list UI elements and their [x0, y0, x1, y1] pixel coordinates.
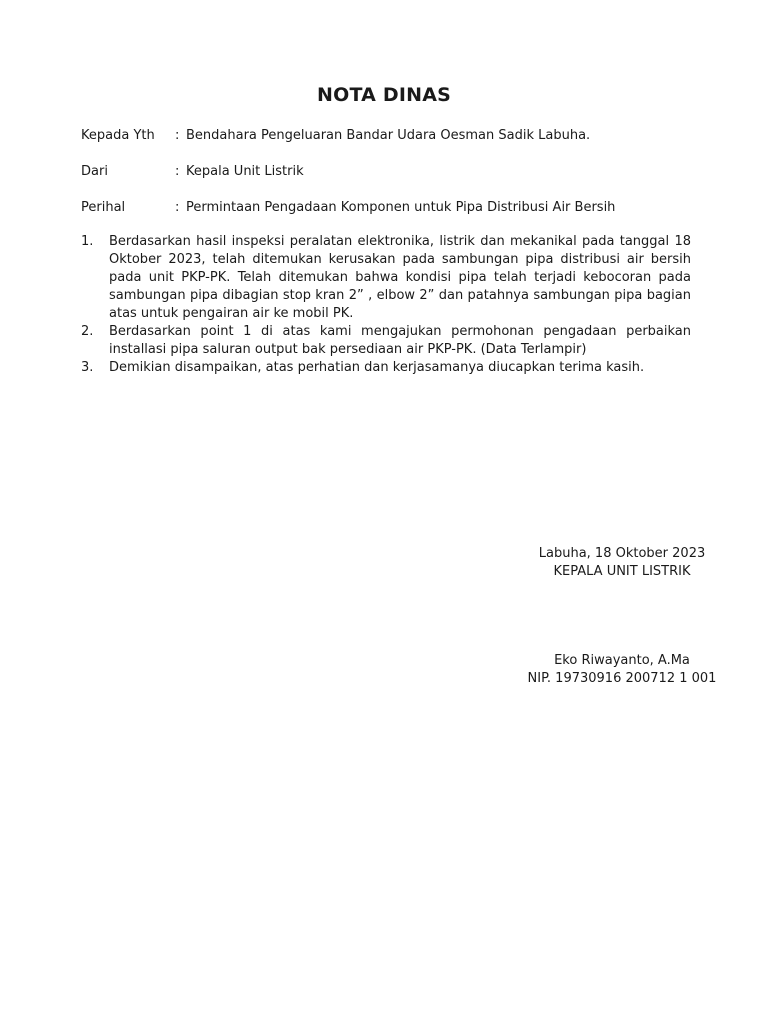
- list-item-number: 2.: [81, 324, 94, 339]
- list-item: [81, 359, 691, 377]
- list-item: [81, 233, 691, 323]
- signature-name: Eko Riwayanto, A.Ma: [554, 653, 690, 668]
- list-item-text: Berdasarkan hasil inspeksi peralatan elektronika, listrik dan mekanikal pada tanggal 18 Oktober 2023, telah ditemukan kerusakan pada sambungan pipa distribusi air bersih pada unit PKP-PK. Telah ditemukan bahwa kondisi pipa telah terjadi kebocoran pada sambungan pipa dibagian stop kran 2” , elbow 2” dan patahnya sambungan pipa bagian atas untuk pengairan air ke mobil PK.: [109, 234, 691, 321]
- list-item-text: Berdasarkan point 1 di atas kami mengajukan permohonan pengadaan perbaikan installasi pipa saluran output bak persediaan air PKP-PK. (Data Terlampir): [109, 324, 691, 357]
- field-value: Kepala Unit Listrik: [186, 164, 304, 179]
- list-item: [81, 323, 691, 359]
- signature-place-date: Labuha, 18 Oktober 2023: [538, 546, 706, 561]
- field-label: Kepada Yth: [81, 128, 155, 143]
- field-colon: :: [175, 200, 180, 215]
- field-subject: [81, 199, 701, 217]
- field-recipient: [81, 127, 701, 145]
- field-colon: :: [175, 164, 180, 179]
- points-list: [81, 233, 691, 377]
- field-colon: :: [175, 128, 180, 143]
- document-title: NOTA DINAS: [317, 84, 451, 106]
- field-value: Permintaan Pengadaan Komponen untuk Pipa Distribusi Air Bersih: [186, 200, 616, 215]
- signature-nip: NIP. 19730916 200712 1 001: [527, 671, 717, 686]
- signature-position: KEPALA UNIT LISTRIK: [553, 564, 691, 579]
- field-value: Bendahara Pengeluaran Bandar Udara Oesman Sadik Labuha.: [186, 128, 591, 143]
- list-item-number: 3.: [81, 360, 94, 375]
- list-item-text: Demikian disampaikan, atas perhatian dan kerjasamanya diucapkan terima kasih.: [109, 360, 645, 375]
- list-item-number: 1.: [81, 234, 94, 249]
- field-label: Dari: [81, 164, 108, 179]
- field-label: Perihal: [81, 200, 126, 215]
- field-sender: [81, 163, 701, 181]
